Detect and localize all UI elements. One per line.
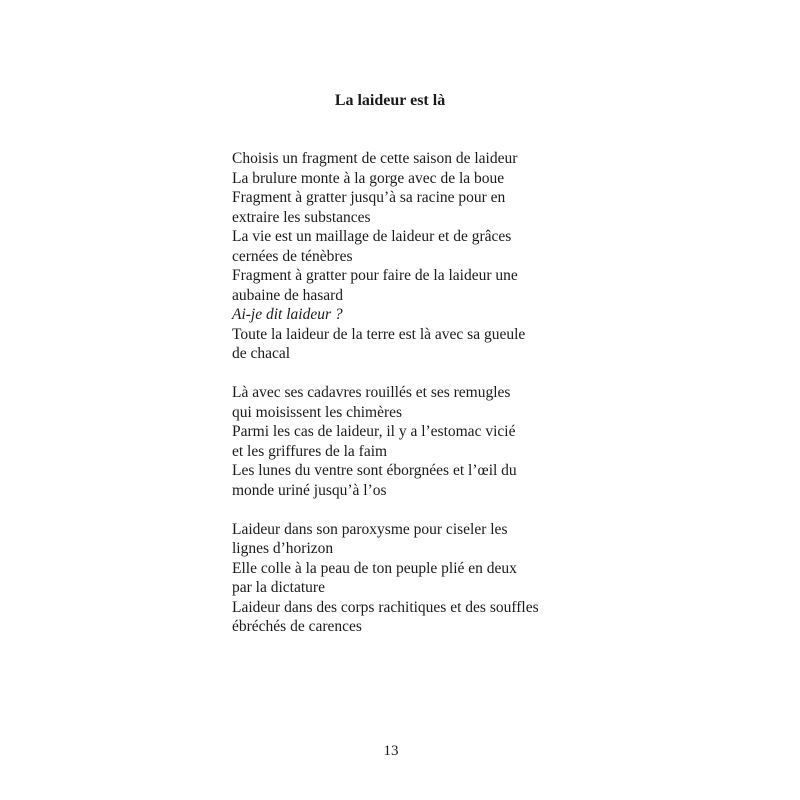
poem-line: et les griffures de la faim bbox=[232, 442, 388, 460]
poem-line: Fragment à gratter pour faire de la laideur une bbox=[232, 267, 518, 284]
stanza-1 bbox=[232, 149, 572, 364]
poem-line: qui moisissent les chimères bbox=[232, 403, 403, 421]
poem-line: de chacal bbox=[232, 345, 291, 362]
poem-line: Elle colle à la peau de ton peuple plié en deux bbox=[232, 559, 517, 577]
poem-line: Fragment à gratter jusqu’à sa racine pour en bbox=[232, 189, 506, 206]
poem-line: Toute la laideur de la terre est là avec sa gueule bbox=[232, 325, 526, 343]
poem-line: Là avec ses cadavres rouillés et ses remugles bbox=[232, 384, 511, 401]
poem-line: La vie est un maillage de laideur et de grâces bbox=[232, 228, 512, 245]
stanza-3 bbox=[232, 520, 572, 637]
poem-line: Parmi les cas de laideur, il y a l’estomac vicié bbox=[232, 423, 516, 440]
poem-line: Laideur dans des corps rachitiques et des souffles bbox=[232, 598, 539, 616]
poem-body bbox=[232, 149, 572, 656]
page-number: 13 bbox=[383, 743, 399, 759]
poem-line: ébréchés de carences bbox=[232, 618, 362, 635]
poem-line: monde uriné jusqu’à l’os bbox=[232, 481, 387, 499]
poem-line: Laideur dans son paroxysme pour ciseler les bbox=[232, 520, 508, 538]
poem-line: lignes d’horizon bbox=[232, 540, 334, 557]
poem-line: La brulure monte à la gorge avec de la boue bbox=[232, 169, 505, 187]
poem-line: extraire les substances bbox=[232, 208, 371, 226]
poem-line: Les lunes du ventre sont éborgnées et l’œil du bbox=[232, 462, 517, 479]
poem-line: cernées de ténèbres bbox=[232, 247, 353, 265]
poem-line: aubaine de hasard bbox=[232, 286, 344, 304]
poem-line-italic: Ai-je dit laideur ? bbox=[232, 306, 343, 323]
stanza-2 bbox=[232, 383, 572, 500]
poem-line: par la dictature bbox=[232, 579, 325, 596]
poem-title: La laideur est là bbox=[334, 92, 446, 109]
poem-line: Choisis un fragment de cette saison de laideur bbox=[232, 150, 518, 167]
